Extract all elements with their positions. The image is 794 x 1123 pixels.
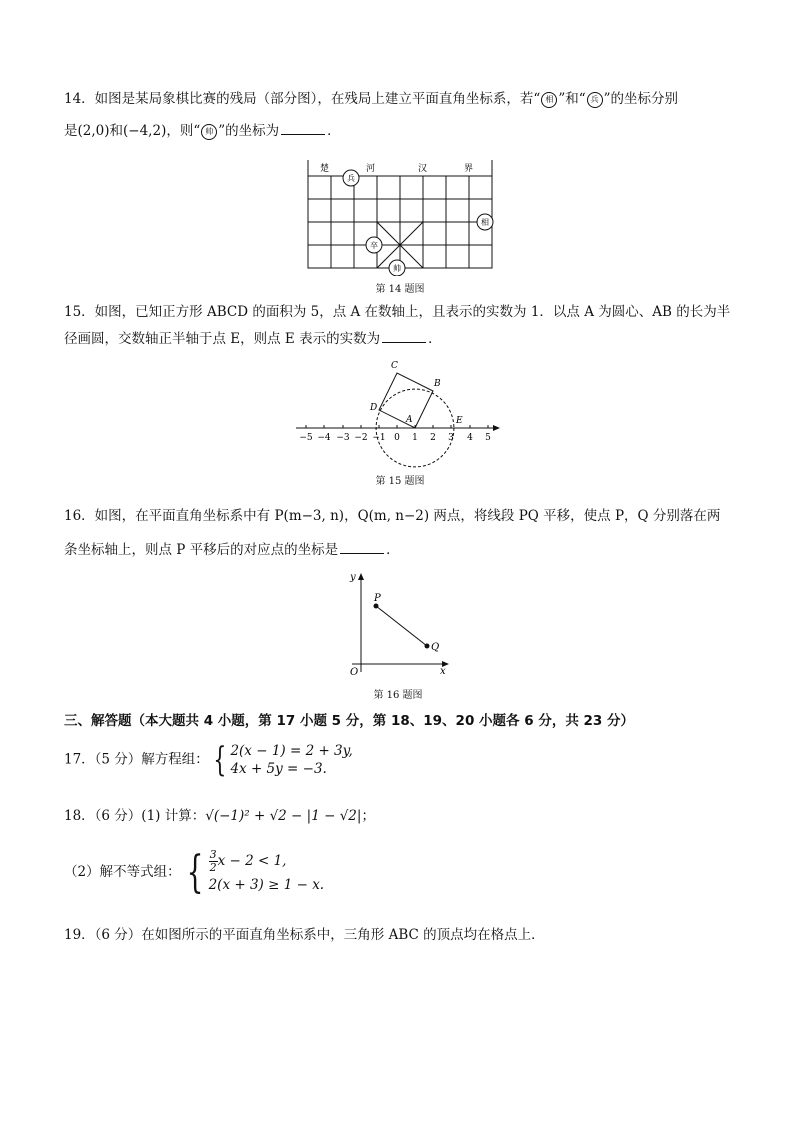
q18-part2: （2）解不等式组： { $\frac{3}{2}$ x − 2 < 1, 2(x + 3) ≥ 1 − x.: [64, 846, 325, 898]
caption-16: 第 16 题图: [373, 690, 423, 701]
brace-icon: {: [186, 846, 203, 898]
q15-line1: 15．如图，已知正方形 ABCD 的面积为 5，点 A 在数轴上，且表示的实数为 1．以点 A 为圆心、AB 的长为半: [64, 304, 731, 320]
coordinate-figure-16: [340, 568, 452, 682]
q14-line1: 14．如图是某局象棋比赛的残局（部分图），在残局上建立平面直角坐标系，若“ 相 ”和“ 兵 ”的坐标分别: [64, 91, 679, 107]
river-char-1: 楚: [320, 164, 330, 174]
tick-label: 2: [430, 433, 436, 443]
tick-label: −1: [372, 433, 386, 443]
fraction: $\frac{3}{2}$: [209, 848, 217, 874]
number-line-figure: [290, 356, 504, 468]
tick-label: −5: [299, 433, 313, 443]
coord-2: (−4,2): [123, 123, 167, 139]
q16-line2: 条坐标轴上，则点 P 平移后的对应点的坐标是 ．: [64, 542, 400, 558]
tick-label: −2: [354, 433, 368, 443]
point-p-label: P: [374, 593, 381, 604]
q18-part1: 18．（6 分）(1) 计算：√(−1)² + √2 − |1 − √2|；: [64, 808, 375, 824]
q16-line1: 16．如图，在平面直角坐标系中有 P(m−3, n)，Q(m, n−2) 两点，将线段 PQ 平移，使点 P，Q 分别落在两: [64, 508, 721, 524]
answer-blank-14[interactable]: [281, 122, 325, 135]
x-axis-label: x: [440, 666, 446, 677]
answer-blank-15[interactable]: [382, 330, 426, 343]
point-q-label: Q: [431, 642, 440, 653]
point-a-label: A: [406, 415, 413, 425]
brace-icon: {: [213, 740, 227, 780]
tick-label: 1: [412, 433, 418, 443]
q15-line2: 径画圆，交数轴正半轴于点 E，则点 E 表示的实数为 ．: [64, 331, 442, 347]
tick-label: 3: [448, 433, 454, 443]
point-e-label: E: [456, 416, 463, 426]
point-c-label: C: [391, 361, 398, 371]
equation-system: 2(x − 1) = 2 + 3y, 4x + 5y = −3.: [230, 743, 353, 777]
river-char-3: 汉: [418, 164, 428, 174]
point-d-label: D: [370, 403, 378, 413]
origin-label: O: [350, 667, 359, 678]
tick-label: 0: [394, 433, 400, 443]
tick-label: −3: [336, 433, 350, 443]
piece-bing: 兵: [347, 174, 355, 183]
river-char-4: 界: [464, 164, 474, 174]
answer-blank-16[interactable]: [340, 541, 384, 554]
xiang-piece-icon: 相: [541, 92, 557, 108]
river-char-2: 河: [366, 164, 376, 174]
q17: 17．（5 分）解方程组： { 2(x − 1) = 2 + 3y, 4x + 5y = −3.: [64, 740, 353, 780]
coord-1: (2,0): [77, 123, 110, 139]
y-axis-label: y: [350, 572, 356, 583]
tick-label: 4: [467, 433, 473, 443]
chess-board-figure: [300, 158, 500, 276]
section-3-heading: 三、解答题（本大题共 4 小题，第 17 小题 5 分，第 18、19、20 小题各 6 分，共 23 分）: [64, 713, 635, 729]
bing-piece-icon: 兵: [587, 92, 603, 108]
point-b-label: B: [434, 379, 441, 389]
piece-shuai: 帅: [393, 264, 401, 273]
tick-label: −4: [317, 433, 331, 443]
caption-14: 第 14 题图: [375, 284, 425, 295]
inequality-system: $\frac{3}{2}$ x − 2 < 1, 2(x + 3) ≥ 1 − x.: [208, 848, 325, 893]
tick-label: 5: [485, 433, 491, 443]
shuai-piece-icon: 帅: [201, 124, 217, 140]
piece-xiang: 相: [481, 218, 489, 227]
q14-line2: 是(2,0)和(−4,2)，则“ 帅 ”的坐标为 ．: [64, 123, 341, 139]
piece-zu: 卒: [370, 241, 378, 250]
caption-15: 第 15 题图: [375, 476, 425, 487]
q19: 19．（6 分）在如图所示的平面直角坐标系中，三角形 ABC 的顶点均在格点上．: [64, 927, 545, 943]
